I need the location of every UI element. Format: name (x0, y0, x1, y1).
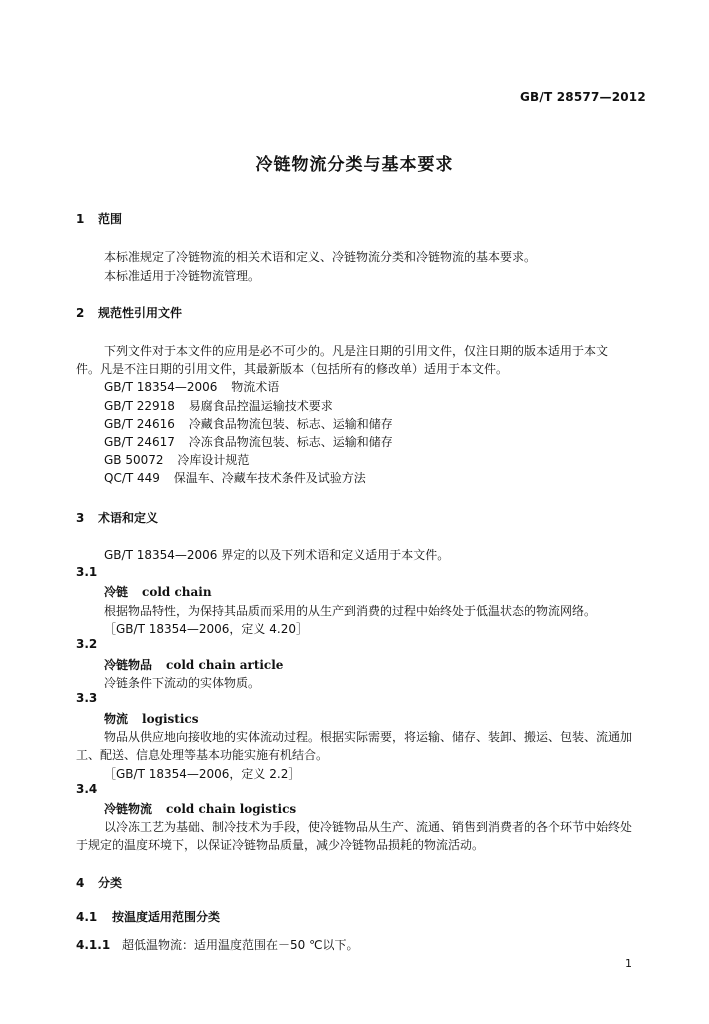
section-title: 术语和定义 (98, 511, 159, 525)
term-zh: 物流 (104, 712, 129, 726)
document-code: GB/T 28577—2012 (520, 90, 646, 104)
subsection-number: 4.1.1 (76, 938, 111, 952)
reference-item (104, 378, 279, 395)
reference-name: 易腐食品控温运输技术要求 (188, 399, 333, 413)
section-2-paragraph-line-2: 件。凡是不注日期的引用文件，其最新版本（包括所有的修改单）适用于本文件。 (76, 362, 509, 376)
reference-code: QC/T 449 (104, 471, 160, 485)
term-definition-line-2: 工、配送、信息处理等基本功能实施有机结合。 (76, 748, 329, 762)
section-number: 3 (76, 511, 85, 525)
term-number: 3.4 (76, 782, 98, 796)
term-heading (104, 710, 198, 727)
reference-item (104, 433, 393, 450)
term-en: cold chain (142, 585, 212, 599)
term-zh: 冷链 (104, 585, 129, 599)
page-number: 1 (625, 957, 632, 970)
term-heading (104, 800, 296, 817)
subsection-4-1-heading (76, 908, 220, 925)
reference-name: 冷藏食品物流包装、标志、运输和储存 (188, 417, 393, 431)
term-number: 3.1 (76, 565, 98, 579)
reference-name: 冷库设计规范 (177, 453, 250, 467)
term-en: cold chain logistics (166, 802, 297, 816)
section-4-heading (76, 874, 122, 891)
section-3-intro: GB/T 18354—2006 界定的以及下列术语和定义适用于本文件。 (104, 548, 450, 562)
reference-name: 冷冻食品物流包装、标志、运输和储存 (188, 435, 393, 449)
section-number: 2 (76, 306, 85, 320)
section-3-heading (76, 509, 158, 526)
term-en: logistics (142, 712, 199, 726)
term-definition: 根据物品特性，为保持其品质而采用的从生产到消费的过程中始终处于低温状态的物流网络。 (104, 604, 597, 618)
term-definition-line-1: 以冷冻工艺为基础、制冷技术为手段，使冷链物品从生产、流通、销售到消费者的各个环节中始终处 (104, 820, 633, 834)
reference-name: 保温车、冷藏车技术条件及试验方法 (173, 471, 366, 485)
section-1-heading (76, 210, 122, 227)
reference-item (104, 415, 393, 432)
term-definition-line-1: 物品从供应地向接收地的实体流动过程。根据实际需要，将运输、储存、装卸、搬运、包装、流通加 (104, 730, 633, 744)
subsection-text: 超低温物流：适用温度范围在－50 ℃以下。 (122, 938, 359, 952)
term-number: 3.3 (76, 691, 98, 705)
reference-code: GB/T 24617 (104, 435, 175, 449)
reference-item (104, 469, 366, 486)
section-number: 1 (76, 212, 85, 226)
reference-code: GB/T 24616 (104, 417, 175, 431)
document-title: 冷链物流分类与基本要求 (255, 155, 454, 175)
reference-item (104, 397, 333, 414)
term-heading (104, 583, 212, 600)
term-heading (104, 656, 283, 673)
reference-name: 物流术语 (231, 380, 280, 394)
term-source: ［GB/T 18354—2006，定义 4.20］ (104, 622, 308, 636)
subsection-4-1-1 (76, 936, 359, 953)
section-title: 范围 (98, 212, 123, 226)
term-definition: 冷链条件下流动的实体物质。 (104, 676, 261, 690)
term-source: ［GB/T 18354—2006，定义 2.2］ (104, 767, 301, 781)
subsection-number: 4.1 (76, 910, 98, 924)
section-title: 分类 (98, 876, 123, 890)
reference-item (104, 451, 249, 468)
section-1-paragraph-2: 本标准适用于冷链物流管理。 (104, 269, 261, 283)
section-title: 规范性引用文件 (98, 306, 183, 320)
reference-code: GB 50072 (104, 453, 164, 467)
section-number: 4 (76, 876, 85, 890)
reference-code: GB/T 18354—2006 (104, 380, 218, 394)
term-definition-line-2: 于规定的温度环境下，以保证冷链物品质量，减少冷链物品损耗的物流活动。 (76, 838, 485, 852)
reference-code: GB/T 22918 (104, 399, 175, 413)
term-zh: 冷链物流 (104, 802, 153, 816)
term-en: cold chain article (166, 658, 284, 672)
term-number: 3.2 (76, 637, 98, 651)
section-2-heading (76, 304, 182, 321)
term-zh: 冷链物品 (104, 658, 153, 672)
section-2-paragraph-line-1: 下列文件对于本文件的应用是必不可少的。凡是注日期的引用文件，仅注日期的版本适用于本文 (104, 344, 609, 358)
subsection-title: 按温度适用范围分类 (112, 910, 221, 924)
section-1-paragraph-1: 本标准规定了冷链物流的相关术语和定义、冷链物流分类和冷链物流的基本要求。 (104, 250, 537, 264)
